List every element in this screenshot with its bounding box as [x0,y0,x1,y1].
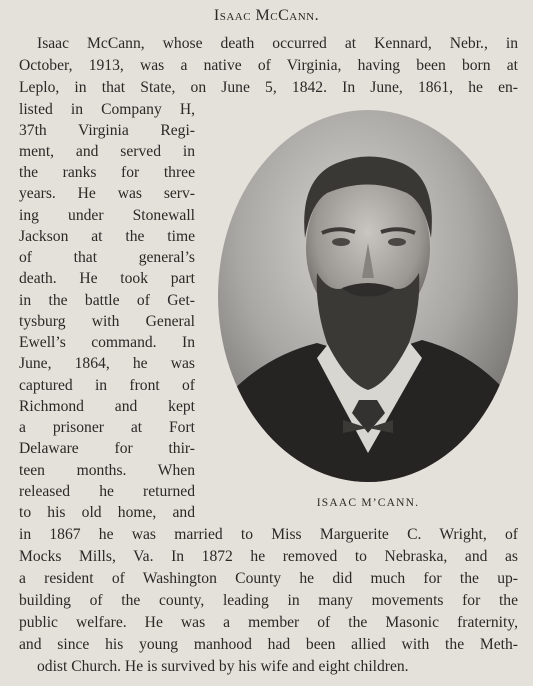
body-line: a prisoner at Fort [19,419,195,436]
body-line: to his old home, and [19,504,195,521]
body-line: in the battle of Get- [19,292,195,309]
body-line: Richmond and kept [19,398,195,415]
body-line: June, 1864, he was [19,355,195,372]
body-line: and since his young manhood had been allied with the Meth- [19,636,518,653]
body-line: captured in front of [19,377,195,394]
body-line: Ewell’s command. In [19,334,195,351]
body-line: Delaware for thir- [19,440,195,457]
body-line: in 1867 he was married to Miss Marguerite C. Wright, of [19,526,518,543]
portrait-photo [217,108,519,484]
body-line: October, 1913, was a native of Virginia, having been born at [19,57,518,74]
body-line: released he returned [19,483,195,500]
body-line: the ranks for three [19,164,195,181]
body-line: Jackson at the time [19,228,195,245]
body-line: a resident of Washington County he did much for the up- [19,570,518,587]
body-line: Mocks Mills, Va. In 1872 he removed to Nebraska, and as [19,548,518,565]
body-line: death. He took part [19,270,195,287]
body-line: tysburg with General [19,313,195,330]
body-line: 37th Virginia Regi- [19,122,195,139]
body-line: ing under Stonewall [19,207,195,224]
body-line: Leplo, in that State, on June 5, 1842. In June, 1861, he en- [19,79,518,96]
body-line: odist Church. He is survived by his wife and eight children. [37,658,409,675]
body-line: years. He was serv- [19,185,195,202]
body-line: public welfare. He was a member of the Masonic fraternity, [19,614,518,631]
body-line: teen months. When [19,462,195,479]
body-line: listed in Company H, [19,101,195,118]
portrait-caption: ISAAC M’CANN. [316,497,420,509]
body-line: of that general’s [19,249,195,266]
body-line: ment, and served in [19,143,195,160]
body-line: Isaac McCann, whose death occurred at Kennard, Nebr., in [37,35,518,52]
body-line: building of the county, leading in many movements for the [19,592,518,609]
portrait-illustration [217,108,519,484]
page-title: Isaac McCann. [213,7,320,24]
